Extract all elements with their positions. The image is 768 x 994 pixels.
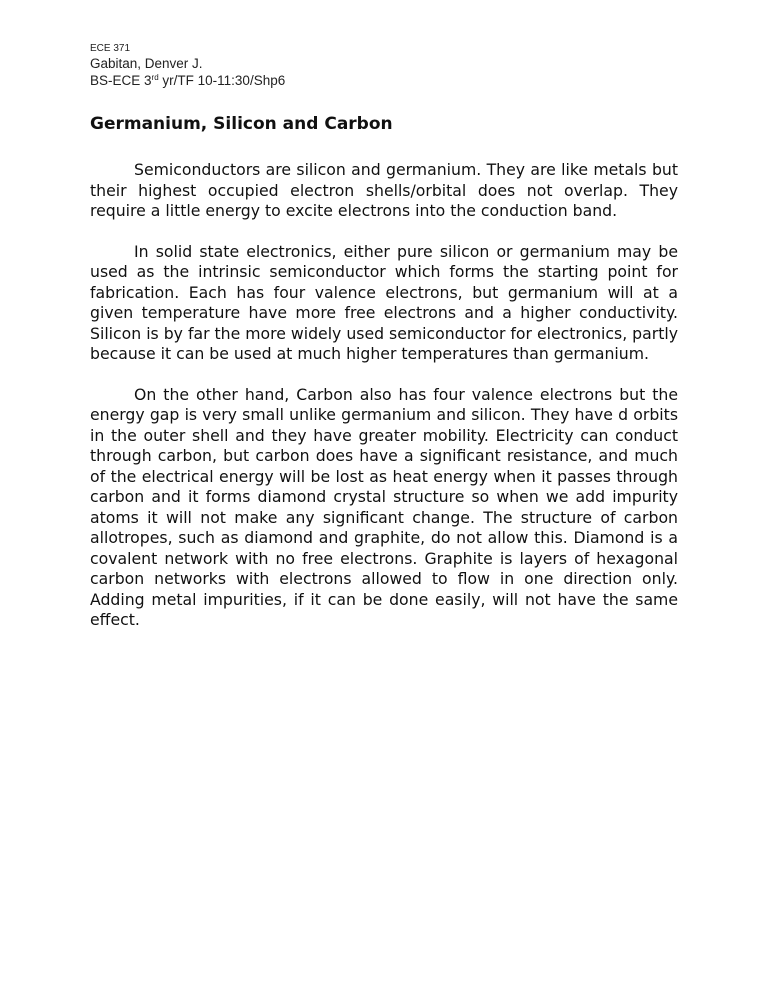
document-title: Germanium, Silicon and Carbon bbox=[90, 114, 393, 134]
paragraph-1: Semiconductors are silicon and germanium. They are like metals but their highest occupied electron shells/orbital does not overlap. They require a little energy to excite electrons into the conduction band. bbox=[90, 160, 678, 220]
paragraph-3: On the other hand, Carbon also has four valence electrons but the energy gap is very small unlike germanium and silicon. They have d orbits in the outer shell and they have greater mobility. Electricity can conduct through carbon, but carbon does have a significant resistance, and much of the electrical energy will be lost as heat energy when it passes through carbon and it forms diamond crystal structure so when we add impurity atoms it will not make any significant change. The structure of carbon allotropes, such as diamond and graphite, do not allow this. Diamond is a covalent network with no free electrons. Graphite is layers of hexagonal carbon networks with electrons allowed to flow in one direction only. Adding metal impurities, if it can be done easily, will not have the same effect. bbox=[90, 384, 678, 629]
author-name: Gabitan, Denver J. bbox=[90, 56, 203, 71]
document-header bbox=[90, 43, 690, 89]
section-info bbox=[90, 72, 690, 89]
course-code: ECE 371 bbox=[90, 43, 131, 54]
paragraph-2: In solid state electronics, either pure silicon or germanium may be used as the intrinsic semiconductor which forms the starting point for fabrication. Each has four valence electrons, but germanium will at a given temperature have more free electrons and a higher conductivity. Silicon is by far the more widely used semiconductor for electronics, partly because it can be used at much higher temperatures than germanium. bbox=[90, 241, 678, 363]
section-prefix: BS-ECE 3 bbox=[90, 73, 152, 88]
document-body bbox=[90, 160, 678, 651]
section-superscript: rd bbox=[151, 73, 159, 82]
section-suffix: yr/TF 10-11:30/Shp6 bbox=[158, 73, 286, 88]
